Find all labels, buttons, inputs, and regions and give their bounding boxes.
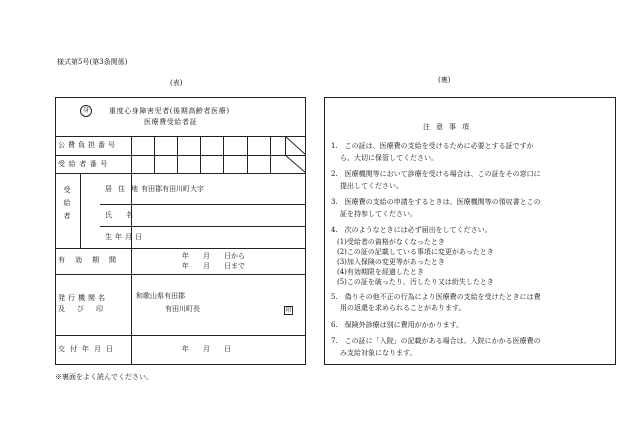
note-line: 5. 偽りその他不正の行為により医療費の支給を受けたときには費 (331, 292, 541, 301)
note-item-continued (331, 153, 609, 165)
note-item (331, 169, 609, 181)
front-card (55, 97, 306, 365)
note-item-continued (331, 209, 609, 221)
address-label: 居住地 (105, 185, 144, 193)
divider (55, 173, 306, 174)
divider (55, 335, 306, 336)
jukyusha-label: 受給者 (63, 186, 71, 225)
note-line: 4. 次のようなときには必ず届出をしてください。 (331, 226, 492, 234)
note-item (331, 197, 609, 209)
note-line: (3)加入保険の変更等があったとき (337, 257, 445, 266)
seal-mark-icon: 印 (285, 307, 292, 314)
divider (55, 274, 306, 275)
footnote: ※裏面をよく読んでください。 (55, 373, 153, 381)
digit-box-divider (177, 136, 178, 173)
note-item (331, 225, 609, 237)
note-line: 2. 医療機関等において診療を受ける場合は、この証をその窓口に (331, 170, 541, 178)
note-subitem (331, 277, 609, 287)
issuer-prefecture: 和歌山県有田郡 (136, 292, 185, 300)
kohi-bango-text: 公費負担番号 (58, 141, 118, 149)
note-line: ら、大切に保管してください。 (340, 153, 438, 162)
digit-box-divider (223, 136, 224, 173)
issuer-town: 有田川町長 (165, 305, 200, 313)
divider (55, 155, 306, 156)
note-line: (4)有効期限を経過したとき (337, 267, 424, 276)
form-number: 様式第5号(第3条関係) (57, 58, 128, 66)
jukyusha-bango-label: 受給者番号 (58, 160, 111, 168)
birth-label: 生年月日 (105, 233, 145, 241)
card-title-line1: 重度心身障害児者(後期高齢者医療) (109, 107, 230, 115)
kohi-bango-label (58, 141, 126, 150)
note-line: 用の返還を求められることがあります。 (340, 304, 466, 312)
note-item (331, 141, 609, 153)
back-side-label: (裏) (438, 76, 451, 84)
front-side-label: (表) (170, 79, 183, 87)
notes-list (331, 141, 609, 359)
note-item (331, 336, 609, 348)
note-item-continued (331, 181, 609, 193)
note-item-continued (331, 303, 609, 315)
note-line: 証を持参してください。 (340, 209, 417, 218)
digit-box-divider (247, 136, 248, 173)
address-value: 有田郡有田川町大字 (141, 185, 204, 193)
divider (55, 136, 306, 137)
validity-to: 年 月 日まで (182, 262, 245, 270)
name-label: 氏名 (105, 211, 147, 219)
note-subitem (331, 267, 609, 277)
note-item-continued (331, 348, 609, 360)
note-item (331, 320, 609, 332)
notes-heading: 注意事項 (423, 123, 475, 131)
issue-date-value: 年 月 日 (182, 345, 231, 353)
label-column-divider (131, 136, 132, 365)
note-line: 3. 医療費の支給の申請をするときは、医療機関等の領収書とこの (331, 198, 541, 206)
digit-box-divider (270, 136, 271, 173)
note-line: 6. 保険外診療は別に費用がかかります。 (331, 320, 464, 329)
jukyusha-column-divider (80, 173, 81, 248)
issue-date-label: 交付年月日 (58, 345, 118, 353)
divider (55, 248, 306, 249)
validity-label: 有効期間 (58, 256, 126, 264)
note-line: (5)この証を破ったり、汚したり又は紛失したとき (337, 277, 494, 286)
card-title-line2: 医療費受給者証 (144, 118, 198, 126)
digit-box-divider (200, 136, 201, 173)
note-line: み支給対象になります。 (340, 348, 417, 357)
note-line: 提出してください。 (340, 181, 403, 190)
validity-from: 年 月 日から (182, 252, 245, 260)
issuer-label-line1: 発行機関名 (58, 294, 108, 302)
digit-box-divider (154, 136, 155, 173)
note-line: (1)受給者の資格がなくなったとき (337, 237, 445, 246)
note-line: 7. この証に「入院」の記載がある場合は、入院にかかる医療費の (331, 337, 541, 345)
note-subitem (331, 237, 609, 247)
issuer-label-line2: 及び印 (58, 305, 115, 313)
note-subitem (331, 257, 609, 267)
note-line: (2)この証の記載している事項に変更があったとき (337, 247, 494, 256)
note-subitem (331, 247, 609, 257)
disability-mark-icon: 身 (80, 105, 92, 117)
note-line: 1. この証は、医療費の支給を受けるために必要とする証ですか (331, 142, 534, 150)
note-item (331, 292, 609, 304)
diagonal-strike (285, 136, 306, 173)
